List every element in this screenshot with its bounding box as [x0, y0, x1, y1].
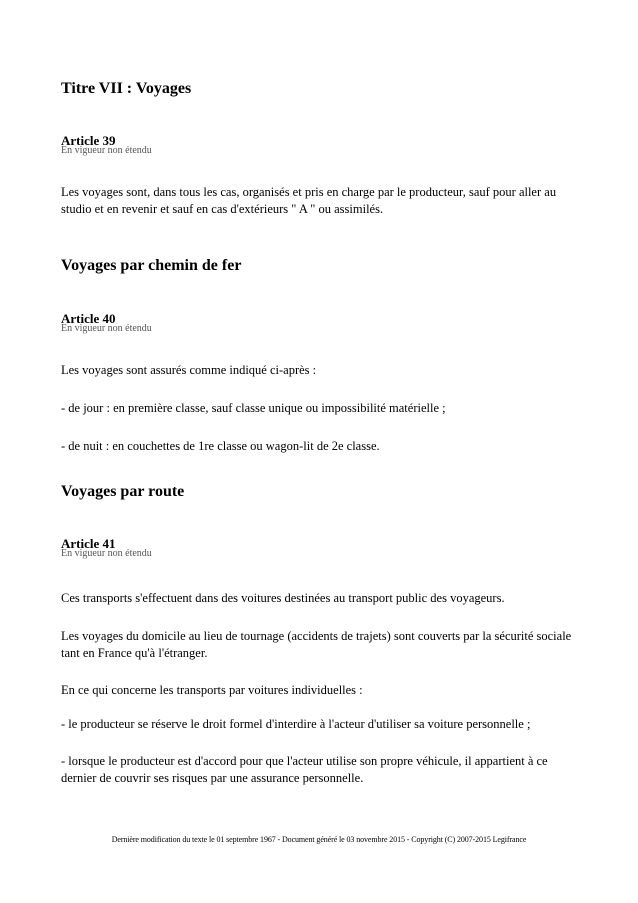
article-status: En vigueur non étendu — [61, 548, 152, 559]
paragraph: - de jour : en première classe, sauf classe unique ou impossibilité matérielle ; — [61, 401, 446, 415]
paragraph: - de nuit : en couchettes de 1re classe ou wagon-lit de 2e classe. — [61, 439, 380, 453]
paragraph: En ce qui concerne les transports par voitures individuelles : — [61, 683, 363, 697]
paragraph: Ces transports s'effectuent dans des voitures destinées au transport public des voyageurs. — [61, 591, 505, 605]
page-footer: Dernière modification du texte le 01 septembre 1967 - Document généré le 03 novembre 2015 - Copyright (C) 2007-2015 Legifrance — [111, 835, 527, 844]
article-heading: Article 40 — [61, 311, 116, 326]
section-heading: Voyages par chemin de fer — [61, 257, 242, 274]
article-heading: Article 39 — [61, 133, 116, 148]
paragraph: Les voyages du domicile au lieu de tournage (accidents de trajets) sont couverts par la sécurité sociale tant en France qu'à l'étranger. — [61, 629, 572, 660]
page-title: Titre VII : Voyages — [61, 80, 192, 97]
article-status: En vigueur non étendu — [61, 323, 152, 334]
paragraph: - lorsque le producteur est d'accord pour que l'acteur utilise son propre véhicule, il appartient à ce dernier de couvrir ses risques par une assurance personnelle. — [61, 754, 548, 785]
section-heading: Voyages par route — [61, 483, 185, 500]
paragraph: Les voyages sont, dans tous les cas, organisés et pris en charge par le producteur, sauf pour aller au studio et en revenir et sauf en cas d'extérieurs " A " ou assimilés. — [61, 185, 557, 216]
paragraph: Les voyages sont assurés comme indiqué ci-après : — [61, 363, 317, 377]
paragraph: - le producteur se réserve le droit formel d'interdire à l'acteur d'utiliser sa voiture personnelle ; — [61, 717, 531, 731]
article-heading: Article 41 — [61, 536, 116, 551]
article-status: En vigueur non étendu — [61, 145, 152, 156]
